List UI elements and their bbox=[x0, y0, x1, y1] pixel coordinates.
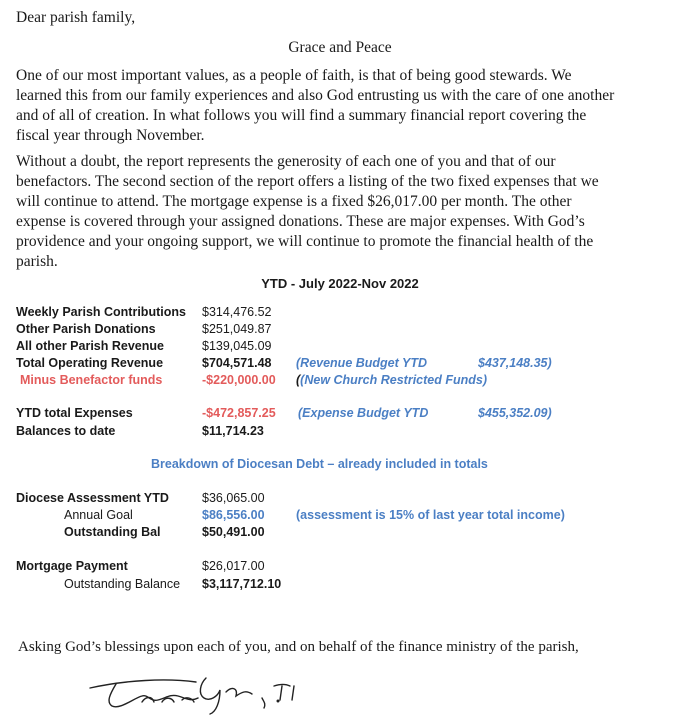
row-label-other-donations: Other Parish Donations bbox=[16, 322, 156, 336]
outstanding-bal-label: Outstanding Bal bbox=[64, 525, 161, 539]
diocese-value: $36,065.00 bbox=[202, 491, 265, 505]
salutation: Dear parish family, bbox=[16, 9, 136, 26]
row-value-other-donations: $251,049.87 bbox=[202, 322, 272, 336]
row-label-benefactor: Minus Benefactor funds bbox=[20, 373, 163, 387]
row-value-total-revenue: $704,571.48 bbox=[202, 356, 272, 370]
paragraph-line: learned this from our family experiences and also God entrusting us with the care of one another bbox=[16, 87, 615, 104]
paragraph-line: benefactors. The second section of the report offers a listing of the two fixed expenses that we bbox=[16, 173, 599, 190]
balances-label: Balances to date bbox=[16, 424, 116, 438]
debt-heading: Breakdown of Diocesan Debt – already included in totals bbox=[151, 457, 488, 471]
expense-budget-value: $455,352.09) bbox=[478, 406, 552, 420]
paragraph-line: parish. bbox=[16, 253, 58, 270]
paragraph-line: expense is covered through your assigned donations. These are major expenses. With God’s bbox=[16, 213, 585, 230]
annual-goal-note: (assessment is 15% of last year total income) bbox=[296, 508, 565, 522]
paragraph-line: and of all of creation. In what follows you will find a summary financial report covering the bbox=[16, 107, 587, 124]
closing: Asking God’s blessings upon each of you, and on behalf of the finance ministry of the parish, bbox=[18, 639, 579, 655]
row-label-other-revenue: All other Parish Revenue bbox=[16, 339, 164, 353]
row-label-total-revenue: Total Operating Revenue bbox=[16, 356, 164, 370]
signature bbox=[86, 668, 316, 718]
greeting: Grace and Peace bbox=[288, 39, 392, 56]
benefactor-note-text: (New Church Restricted Funds) bbox=[300, 373, 487, 387]
report-title: YTD - July 2022-Nov 2022 bbox=[261, 276, 419, 291]
paragraph-line: One of our most important values, as a people of faith, is that of being good stewards. We bbox=[16, 67, 572, 84]
paragraph-line: providence and your ongoing support, we will continue to promote the financial health of the bbox=[16, 233, 594, 250]
expenses-value: -$472,857.25 bbox=[202, 406, 276, 420]
row-value-weekly: $314,476.52 bbox=[202, 305, 272, 319]
expense-budget-note: (Expense Budget YTD bbox=[298, 406, 429, 420]
outstanding-bal-value: $50,491.00 bbox=[202, 525, 265, 539]
paragraph-line: fiscal year through November. bbox=[16, 127, 205, 144]
row-value-other-revenue: $139,045.09 bbox=[202, 339, 272, 353]
diocese-label: Diocese Assessment YTD bbox=[16, 491, 169, 505]
expenses-label: YTD total Expenses bbox=[16, 406, 133, 420]
annual-goal-label: Annual Goal bbox=[64, 508, 133, 522]
benefactor-note: ((New Church Restricted Funds) bbox=[296, 373, 487, 387]
revenue-budget-value: $437,148.35) bbox=[478, 356, 552, 370]
paragraph-line: Without a doubt, the report represents the generosity of each one of you and that of our bbox=[16, 153, 556, 170]
balances-value: $11,714.23 bbox=[202, 424, 264, 438]
paragraph-2 bbox=[16, 152, 664, 272]
revenue-budget-note: (Revenue Budget YTD bbox=[296, 356, 428, 370]
row-label-weekly: Weekly Parish Contributions bbox=[16, 305, 186, 319]
row-value-benefactor: -$220,000.00 bbox=[202, 373, 276, 387]
mortgage-balance-value: $3,117,712.10 bbox=[202, 577, 282, 591]
paragraph-line: will continue to attend. The mortgage expense is a fixed $26,017.00 per month. The other bbox=[16, 193, 572, 210]
annual-goal-value: $86,556.00 bbox=[202, 508, 265, 522]
paragraph-1 bbox=[16, 66, 664, 146]
mortgage-balance-label: Outstanding Balance bbox=[64, 577, 181, 591]
mortgage-label: Mortgage Payment bbox=[16, 559, 128, 573]
mortgage-value: $26,017.00 bbox=[202, 559, 265, 573]
